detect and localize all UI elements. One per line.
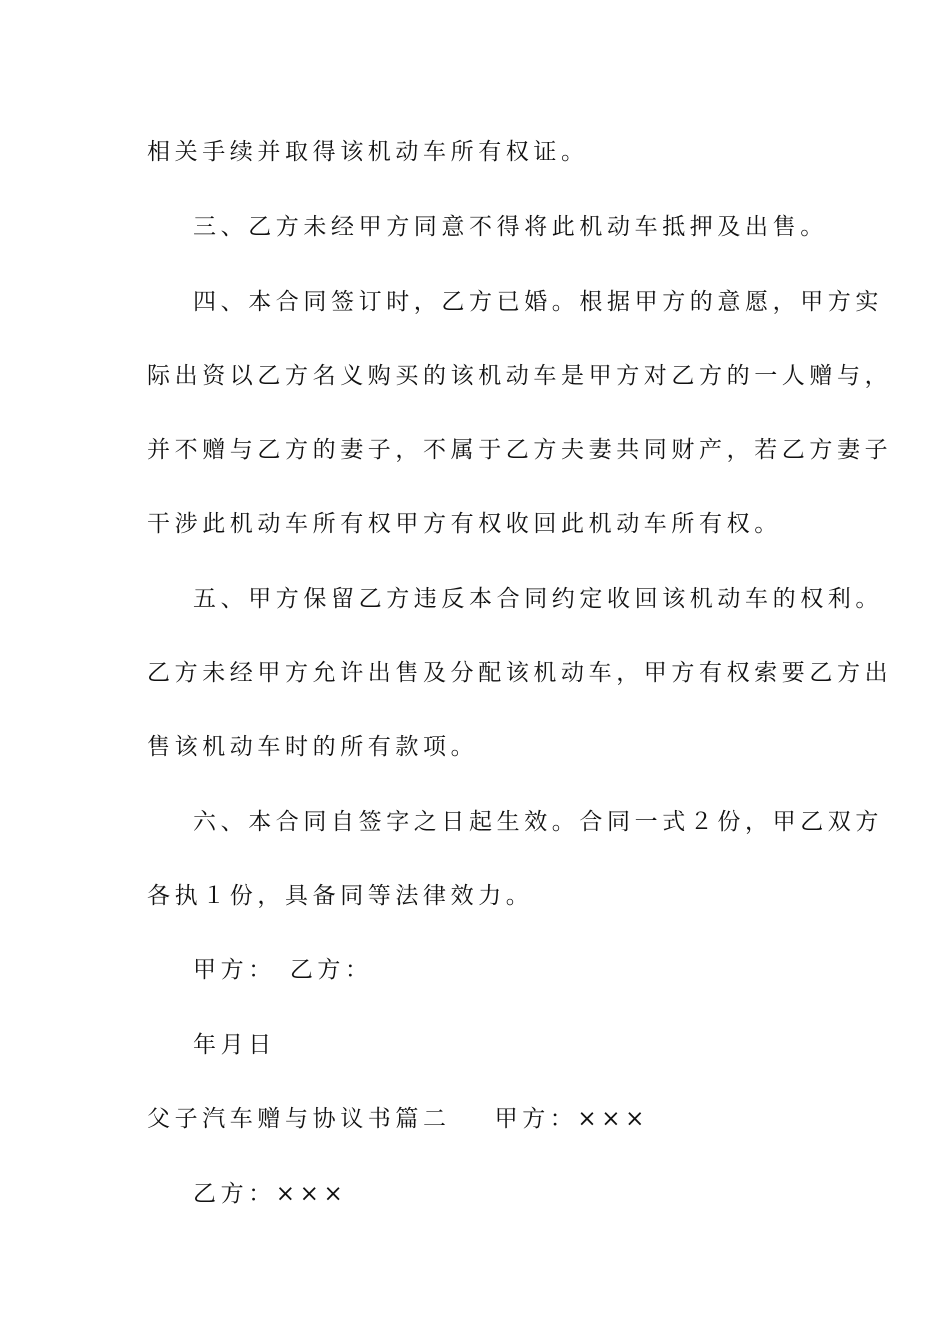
paragraph-line: 相关手续并取得该机动车所有权证。 (147, 139, 589, 165)
clause-four-start: 四、本合同签订时，乙方已婚。根据甲方的意愿，甲方实 (193, 289, 883, 315)
party-a-signature-label: 甲方： (193, 957, 276, 983)
paragraph-line: 乙方未经甲方允许出售及分配该机动车，甲方有权索要乙方出 (147, 660, 893, 686)
party-b-signature-label: 乙方： (289, 957, 373, 983)
paragraph-line: 售该机动车时的所有款项。 (147, 734, 479, 760)
paragraph-line: 干涉此机动车所有权甲方有权收回此机动车所有权。 (147, 511, 782, 537)
paragraph-line: 各执１份，具备同等法律效力。 (147, 883, 534, 909)
clause-three: 三、乙方未经甲方同意不得将此机动车抵押及出售。 (193, 214, 828, 240)
section-two-party-b: 乙方：××× (193, 1181, 348, 1207)
clause-five-start: 五、甲方保留乙方违反本合同约定收回该机动车的权利。 (193, 586, 883, 612)
paragraph-line: 际出资以乙方名义购买的该机动车是甲方对乙方的一人赠与， (147, 363, 893, 389)
clause-six-start: 六、本合同自签字之日起生效。合同一式２份，甲乙双方 (193, 809, 883, 835)
section-two-heading: 父子汽车赠与协议书篇二 (147, 1106, 451, 1132)
paragraph-line: 并不赠与乙方的妻子，不属于乙方夫妻共同财产，若乙方妻子 (147, 437, 893, 463)
section-two-heading-line (147, 1104, 649, 1134)
section-two-party-a: 甲方：××× (494, 1106, 650, 1132)
signature-line (193, 955, 373, 985)
date-line: 年月日 (193, 1032, 276, 1058)
